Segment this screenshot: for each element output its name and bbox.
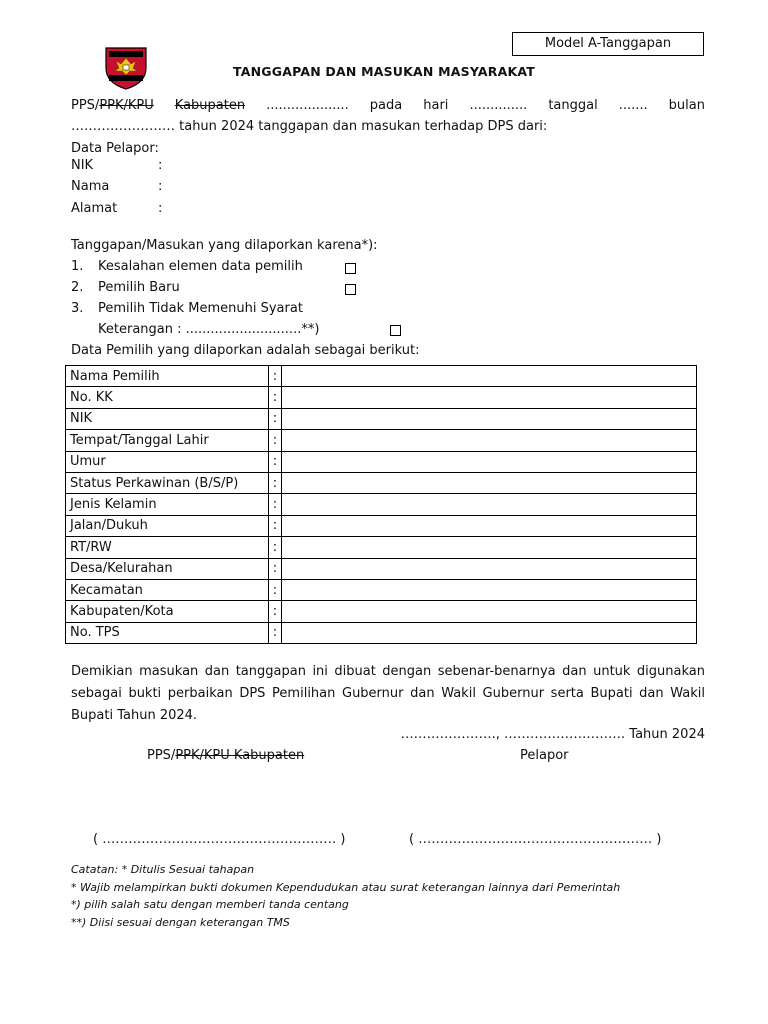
table-row	[66, 451, 697, 472]
row-label: Kabupaten/Kota	[66, 601, 269, 622]
row-colon: :	[269, 579, 282, 600]
reporter-heading: Data Pelapor:	[71, 141, 159, 156]
table-row	[66, 515, 697, 536]
row-label: No. KK	[66, 387, 269, 408]
intro-line-1: PPS/PPK/KPU Kabupaten .................... pada hari .............. tanggal ....... bulan	[71, 98, 705, 113]
nama-label: Nama	[71, 179, 110, 194]
row-label: NIK	[66, 408, 269, 429]
row-value-cell[interactable]	[282, 430, 697, 451]
row-label: Status Perkawinan (B/S/P)	[66, 472, 269, 493]
alamat-label: Alamat	[71, 201, 118, 216]
nik-label: NIK	[71, 158, 94, 173]
table-row	[66, 472, 697, 493]
row-label: Kecamatan	[66, 579, 269, 600]
row-colon: :	[269, 451, 282, 472]
reason-2-number: 2.	[71, 280, 84, 295]
reason-3-number: 3.	[71, 301, 84, 316]
row-label: Desa/Kelurahan	[66, 558, 269, 579]
row-value-cell[interactable]	[282, 366, 697, 387]
table-row	[66, 366, 697, 387]
table-row	[66, 537, 697, 558]
row-value-cell[interactable]	[282, 558, 697, 579]
row-label: Jalan/Dukuh	[66, 515, 269, 536]
table-row	[66, 387, 697, 408]
closing-paragraph: Demikian masukan dan tanggapan ini dibuat dengan sebenar-benarnya dan untuk digunakan sebagai bukti perbaikan DPS Pemilihan Gubernur dan Wakil Gubernur serta Bupati dan Wakil Bupati Tahun 2024.	[71, 664, 705, 723]
alamat-colon: :	[158, 201, 163, 216]
row-value-cell[interactable]	[282, 451, 697, 472]
row-colon: :	[269, 601, 282, 622]
notes-block	[71, 861, 620, 931]
keterangan-field: Keterangan : ............................**)	[98, 322, 320, 337]
row-colon: :	[269, 387, 282, 408]
reason-3-label: Pemilih Tidak Memenuhi Syarat	[98, 301, 303, 316]
table-row	[66, 494, 697, 515]
row-value-cell[interactable]	[282, 472, 697, 493]
page-title: TANGGAPAN DAN MASUKAN MASYARAKAT	[233, 64, 535, 79]
note-line: Catatan: * Ditulis Sesuai tahapan	[71, 863, 255, 876]
note-line: **) Diisi sesuai dengan keterangan TMS	[71, 915, 290, 929]
row-value-cell[interactable]	[282, 579, 697, 600]
date-line: …………………., ………………………. Tahun 2024	[400, 727, 705, 742]
row-value-cell[interactable]	[282, 408, 697, 429]
signature-right-title: Pelapor	[520, 748, 569, 763]
row-label: Jenis Kelamin	[66, 494, 269, 515]
row-value-cell[interactable]	[282, 601, 697, 622]
reason-3-checkbox[interactable]	[390, 325, 401, 336]
row-label: No. TPS	[66, 622, 269, 643]
row-colon: :	[269, 537, 282, 558]
table-row	[66, 430, 697, 451]
row-colon: :	[269, 622, 282, 643]
signature-left-title: PPS/PPK/KPU Kabupaten	[147, 748, 305, 763]
model-label: Model A-Tanggapan	[512, 32, 704, 56]
row-value-cell[interactable]	[282, 515, 697, 536]
struck-ppk-kpu-kabupaten: PPK/KPU Kabupaten	[175, 748, 305, 763]
row-colon: :	[269, 494, 282, 515]
table-row	[66, 601, 697, 622]
row-label: RT/RW	[66, 537, 269, 558]
row-label: Nama Pemilih	[66, 366, 269, 387]
struck-kabupaten: Kabupaten	[174, 98, 246, 113]
row-colon: :	[269, 430, 282, 451]
nama-colon: :	[158, 179, 163, 194]
row-colon: :	[269, 558, 282, 579]
note-line: * Wajib melampirkan bukti dokumen Kependudukan atau surat keterangan lainnya dari Pemerintah	[71, 880, 621, 894]
row-label: Umur	[66, 451, 269, 472]
row-value-cell[interactable]	[282, 537, 697, 558]
struck-ppk-kpu: PPK/KPU	[99, 98, 154, 113]
row-label: Tempat/Tanggal Lahir	[66, 430, 269, 451]
reason-2-checkbox[interactable]	[345, 284, 356, 295]
signature-right-blank: ( ……………………………………………… )	[409, 832, 662, 847]
signature-left-blank: ( ……………………………………………… )	[93, 832, 346, 847]
nik-colon: :	[158, 158, 163, 173]
row-colon: :	[269, 366, 282, 387]
voter-data-table	[65, 365, 697, 644]
table-row	[66, 579, 697, 600]
row-colon: :	[269, 515, 282, 536]
reason-1-checkbox[interactable]	[345, 263, 356, 274]
row-colon: :	[269, 408, 282, 429]
row-colon: :	[269, 472, 282, 493]
table-row	[66, 558, 697, 579]
row-value-cell[interactable]	[282, 622, 697, 643]
row-value-cell[interactable]	[282, 387, 697, 408]
intro-line-2: …………………… tahun 2024 tanggapan dan masukan terhadap DPS dari:	[71, 119, 548, 134]
table-row	[66, 622, 697, 643]
note-line: *) pilih salah satu dengan memberi tanda centang	[71, 898, 349, 911]
reason-2-label: Pemilih Baru	[98, 280, 180, 295]
row-value-cell[interactable]	[282, 494, 697, 515]
voter-data-heading: Data Pemilih yang dilaporkan adalah sebagai berikut:	[71, 343, 420, 358]
reasons-heading: Tanggapan/Masukan yang dilaporkan karena*):	[71, 238, 378, 253]
reason-1-label: Kesalahan elemen data pemilih	[98, 259, 303, 274]
reason-1-number: 1.	[71, 259, 84, 274]
table-row	[66, 408, 697, 429]
